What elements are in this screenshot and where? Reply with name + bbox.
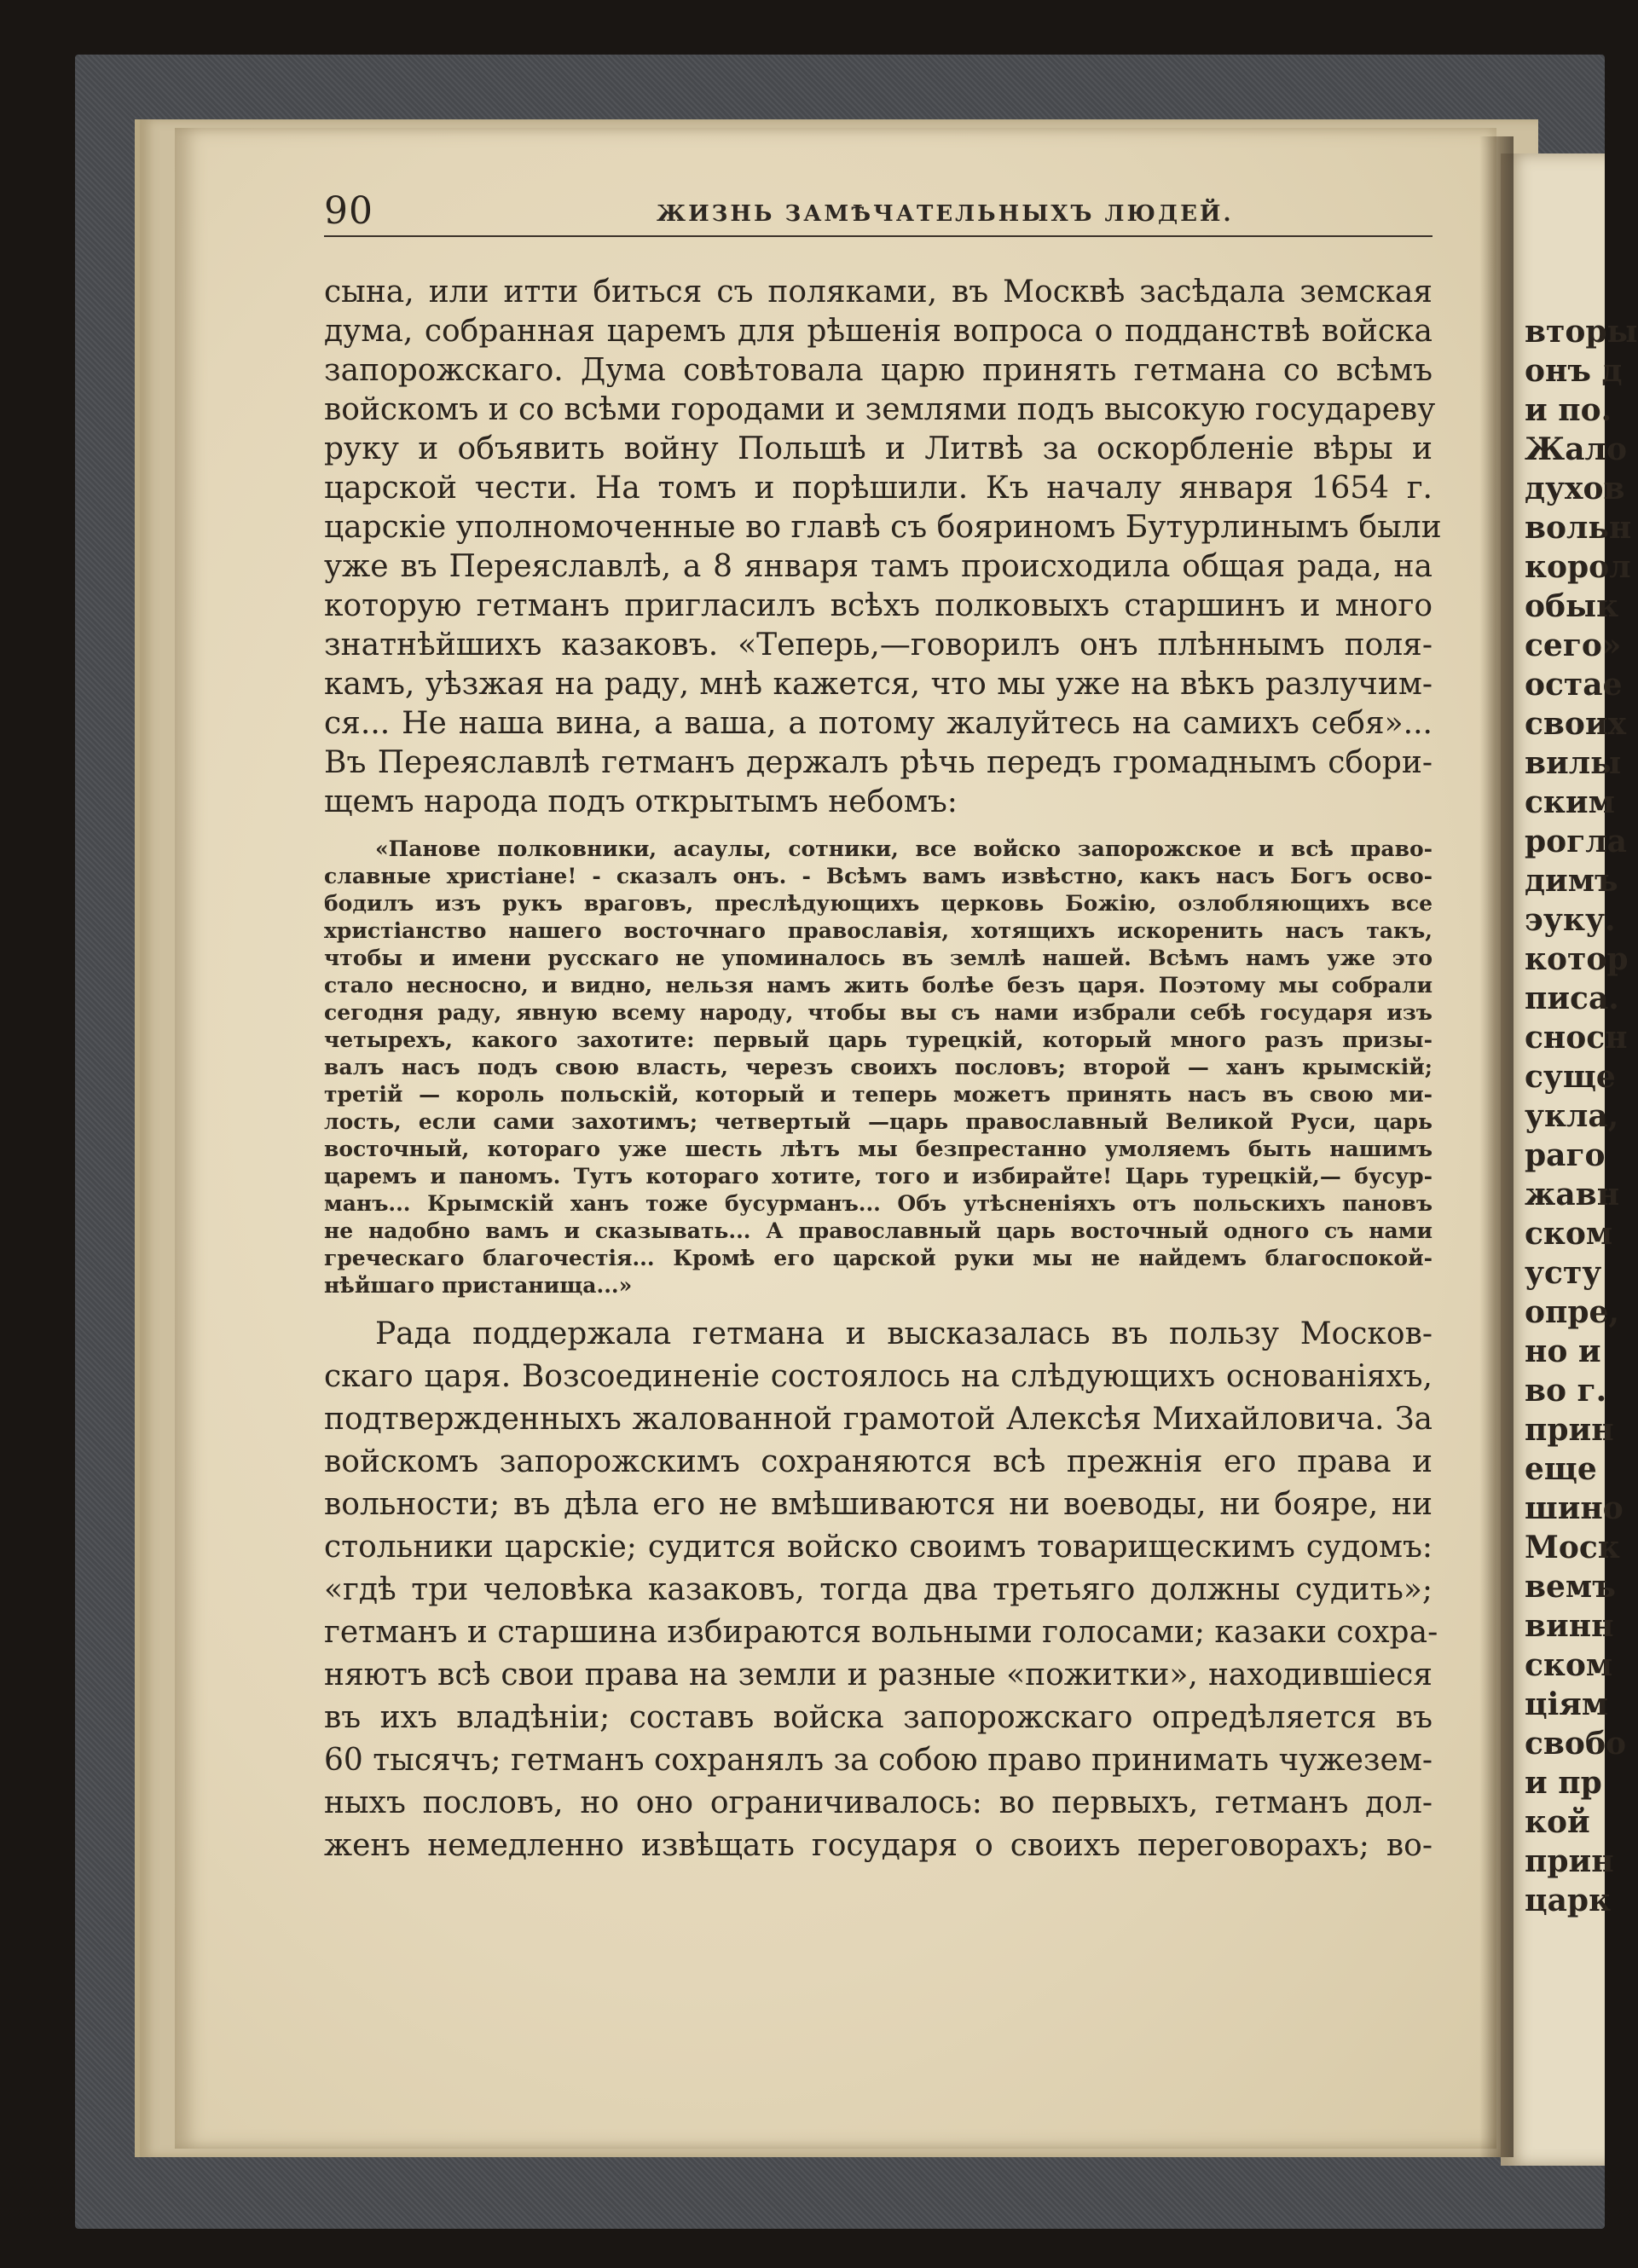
right-page-fragment: своих [1525,706,1627,742]
right-page-fragment: рогла [1525,824,1627,859]
quote-line: не надобно вамъ и сказывать... А православный царь восточный одного съ нами [324,1218,1433,1243]
right-page-fragment: вилы [1525,745,1622,781]
quote-line: восточный, котораго уже шесть лѣтъ мы безпрестанно умоляемъ быть нашимъ [324,1137,1433,1161]
body-line: женъ немедленно извѣщать государя о своихъ переговорахъ; во- [324,1828,1433,1863]
right-page-fragment: Моск [1525,1530,1620,1565]
quote-line: бодилъ изъ рукъ враговъ, преслѣдующихъ церковь Божію, озлобляющихъ все [324,891,1433,916]
right-page-fragment: вемъ [1525,1569,1616,1605]
body-line: стольники царскіе; судится войско своимъ товарищескимъ судомъ: [324,1530,1433,1565]
right-page-fragment: свобо [1525,1726,1626,1762]
body-line: запорожскаго. Дума совѣтовала царю принять гетмана со всѣмъ [324,353,1433,388]
body-line: которую гетманъ пригласилъ всѣхъ полковыхъ старшинъ и много [324,588,1433,623]
body-line: «гдѣ три человѣка казаковъ, тогда два третьяго должны судить»; [324,1572,1433,1607]
right-page-fragment: шино [1525,1490,1624,1526]
body-line: въ ихъ владѣніи; составъ войска запорожскаго опредѣляется въ [324,1700,1433,1735]
right-page-fragment: димъ [1525,863,1618,899]
right-page-fragment: эуку. [1525,902,1616,938]
body-line: вольности; въ дѣла его не вмѣшиваются ни воеводы, ни бояре, ни [324,1487,1433,1522]
body-line: уже въ Переяславлѣ, а 8 января тамъ происходила общая рада, на [324,549,1433,584]
right-page-fragment: ском [1525,1216,1613,1252]
body-line: царскіе уполномоченные во главѣ съ бояриномъ Бутурлинымъ были [324,510,1442,545]
quote-line: третій — король польскій, который и теперь можетъ принять насъ въ свою ми- [324,1082,1433,1107]
quote-line: сегодня раду, явную всему народу, чтобы вы съ нами избрали себѣ государя изъ [324,1000,1433,1025]
quote-line: стало несносно, и видно, нельзя намъ жить болѣе безъ царя. Поэтому мы собрали [324,973,1433,998]
right-page-fragment: во г. [1525,1373,1607,1409]
body-line: няютъ всѣ свои права на земли и разные «пожитки», находившіеся [324,1658,1433,1692]
right-page-fragment: и по. [1525,392,1612,428]
right-page-fragment: суще [1525,1059,1616,1095]
right-page-fragment: котор [1525,941,1629,977]
gutter-shadow [1479,136,1514,2157]
right-page-fragment: прин [1525,1412,1614,1448]
body-line: скаго царя. Возсоединеніе состоялось на слѣдующихъ основаніяхъ, [324,1359,1433,1394]
quote-line: лость, если сами захотимъ; четвертый —царь православный Великой Руси, царь [324,1109,1433,1134]
right-page-fragment: но и [1525,1334,1601,1369]
right-page-fragment: еще [1525,1451,1597,1487]
right-page-fragment: сносн [1525,1020,1628,1056]
right-page-fragment: писа. [1525,981,1619,1016]
body-line: ся... Не наша вина, а ваша, а потому жалуйтесь на самихъ себя»... [324,706,1433,741]
right-page-fragment: Жало [1525,431,1627,467]
right-page-fragment: остае [1525,667,1623,703]
right-page-fragment: усту [1525,1255,1602,1291]
quote-line: греческаго благочестія... Кромѣ его царской руки мы не найдемъ благоспокой- [324,1246,1433,1270]
right-page-fragment: ском [1525,1647,1613,1683]
body-line: знатнѣйшихъ казаковъ. «Теперь,—говорилъ онъ плѣннымъ поля- [324,628,1433,662]
body-line: щемъ народа подъ открытымъ небомъ: [324,784,958,819]
page-number: 90 [324,189,373,233]
quote-line: славные христiане! - сказалъ онъ. - Всѣмъ вамъ извѣстно, какъ насъ Богъ осво- [324,864,1433,888]
right-page-fragment: вторы [1525,314,1638,350]
body-line: гетманъ и старшина избираются вольными голосами; казаки сохра- [324,1615,1438,1650]
body-line: Въ Переяславлѣ гетманъ держалъ рѣчь передъ громаднымъ сбори- [324,745,1433,780]
right-page-fragment: опре, [1525,1294,1619,1330]
body-line: руку и объявить войну Польшѣ и Литвѣ за оскорбленіе вѣры и [324,431,1433,466]
right-page-fragment: ціям [1525,1687,1609,1722]
body-line: царской чести. На томъ и порѣшили. Къ началу января 1654 г. [324,471,1433,506]
quote-line: царемъ и паномъ. Тутъ котораго хотите, того и избирайте! Царь турецкій,— бусур- [324,1164,1433,1189]
right-page-fragment: вольн [1525,510,1632,546]
right-page-fragment: обык [1525,588,1619,624]
quote-line: «Панове полковники, асаулы, сотники, все войско запорожское и всѣ право- [375,836,1433,861]
right-page-fragment: винн [1525,1608,1614,1644]
running-head: ЖИЗНЬ ЗАМѢЧАТЕЛЬНЫХЪ ЛЮДЕЙ. [657,201,1234,227]
body-line: Рада поддержала гетмана и высказалась въ пользу Москов- [375,1316,1433,1351]
body-line: сына, или итти биться съ поляками, въ Москвѣ засѣдала земская [324,275,1433,310]
quote-line: четырехъ, какого захотите: первый царь турецкій, который много разъ призы- [324,1027,1433,1052]
quote-line: христіанство нашего восточнаго православія, хотящихъ искоренить насъ такъ, [324,918,1433,943]
header-rule [324,235,1433,237]
body-line: войскомъ и со всѣми городами и землями подъ высокую государеву [324,392,1436,427]
right-page-fragment: онъ д [1525,353,1623,389]
quote-line: валъ насъ подъ свою власть, черезъ своихъ пословъ; второй — ханъ крымскій; [324,1055,1433,1079]
right-page-fragment: и пр [1525,1765,1602,1801]
right-page-fragment: кой [1525,1804,1590,1840]
right-page-fragment: сего» [1525,628,1622,663]
right-page-fragment: раго [1525,1137,1606,1173]
body-line: дума, собранная царемъ для рѣшенія вопроса о подданствѣ войска [324,314,1433,349]
body-line: подтвержденныхъ жалованной грамотой Алексѣя Михайловича. За [324,1402,1433,1437]
quote-line: чтобы и имени русскаго не упоминалось въ землѣ нашей. Всѣмъ намъ уже это [324,946,1433,970]
body-line: ныхъ пословъ, но оно ограничивалось: во первыхъ, гетманъ дол- [324,1785,1433,1820]
right-page-fragment: жавн [1525,1177,1620,1212]
right-page-fragment: духов [1525,471,1625,506]
body-line: камъ, уѣзжая на раду, мнѣ кажется, что мы уже на вѣкъ разлучим- [324,667,1433,702]
right-page-fragment: прин [1525,1843,1614,1879]
body-line: 60 тысячъ; гетманъ сохранялъ за собою право принимать чужезем- [324,1743,1433,1778]
right-page-fragment: укла, [1525,1098,1619,1134]
page-header [324,189,1433,234]
quote-line: манъ... Крымскій ханъ тоже бусурманъ... Объ утѣсненіяхъ отъ польскихъ пановъ [324,1191,1433,1216]
right-page-fragment: царк [1525,1883,1612,1918]
quote-line: нѣйшаго пристанища...» [324,1273,633,1298]
right-page-fragment: корол [1525,549,1631,585]
right-page-fragment: ским [1525,784,1615,820]
body-line: войскомъ запорожскимъ сохраняются всѣ прежнія его права и [324,1444,1433,1479]
